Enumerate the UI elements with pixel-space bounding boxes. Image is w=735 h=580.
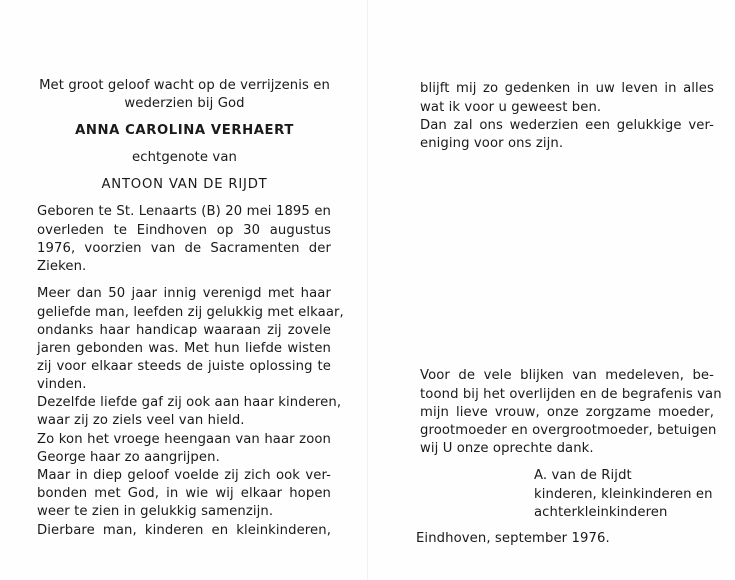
body-line-10: George haar zo aangrijpen. (37, 450, 220, 465)
thanks-line-2: toond bij het overlijden en de begrafenis van (420, 387, 722, 402)
spouse-intro: echtgenote van (132, 150, 237, 165)
thanks-line-5: wij U onze oprechte dank. (420, 441, 594, 456)
continuation-line-3: Dan zal ons wederzien een gelukkige ver- (420, 118, 714, 133)
place-date: Eindhoven, september 1976. (416, 531, 610, 546)
body-line-13: weer te zien in gelukkig samenzijn. (37, 504, 274, 519)
body-line-1: Meer dan 50 jaar innig verenigd met haar (37, 286, 331, 301)
motto-line-2: wederzien bij God (124, 96, 245, 111)
signature-family-1: kinderen, kleinkinderen en (534, 487, 713, 502)
continuation-line-2: wat ik voor u geweest ben. (420, 100, 602, 115)
body-line-12: bonden met God, in wie wij elkaar hopen (37, 486, 331, 501)
birth-death-line-3: 1976, voorzien van de Sacramenten der (37, 241, 331, 256)
thanks-line-3: mijn lieve vrouw, onze zorgzame moeder, (420, 405, 714, 420)
signature-family-2: achterkleinkinderen (534, 505, 668, 520)
body-line-14: Dierbare man, kinderen en kleinkinderen, (37, 523, 331, 538)
birth-death-line-2: overleden te Eindhoven op 30 augustus (37, 223, 331, 238)
card-fold-line (367, 0, 368, 580)
body-line-2: geliefde man, leefden zij gelukkig met elkaar, (37, 305, 344, 320)
body-line-11: Maar in diep geloof voelde zij zich ook ver- (37, 468, 331, 483)
spouse-name: ANTOON VAN DE RIJDT (101, 177, 268, 192)
body-line-3: ondanks haar handicap waaraan zij zovele (37, 323, 331, 338)
signature-name: A. van de Rijdt (534, 468, 632, 483)
continuation-line-1: blijft mij zo gedenken in uw leven in alles (420, 81, 714, 96)
body-line-5: zij voor elkaar steeds de juiste oplossing te (37, 359, 331, 374)
body-line-8: waar zij zo ziels veel van hield. (37, 413, 245, 428)
body-line-7: Dezelfde liefde gaf zij ook aan haar kinderen, (37, 395, 342, 410)
thanks-line-4: grootmoeder en overgrootmoeder, betuigen (420, 423, 717, 438)
birth-death-line-4: Zieken. (37, 259, 87, 274)
deceased-name: ANNA CAROLINA VERHAERT (75, 123, 294, 138)
thanks-line-1: Voor de vele blijken van medeleven, be- (420, 368, 714, 383)
motto-line-1: Met groot geloof wacht op de verrijzenis en (39, 78, 330, 93)
body-line-4: jaren gebonden was. Met hun liefde wisten (37, 341, 331, 356)
body-line-9: Zo kon het vroege heengaan van haar zoon (37, 432, 331, 447)
continuation-line-4: eniging voor ons zijn. (420, 136, 564, 151)
body-line-6: vinden. (37, 377, 87, 392)
birth-death-line-1: Geboren te St. Lenaarts (B) 20 mei 1895 en (37, 204, 331, 219)
